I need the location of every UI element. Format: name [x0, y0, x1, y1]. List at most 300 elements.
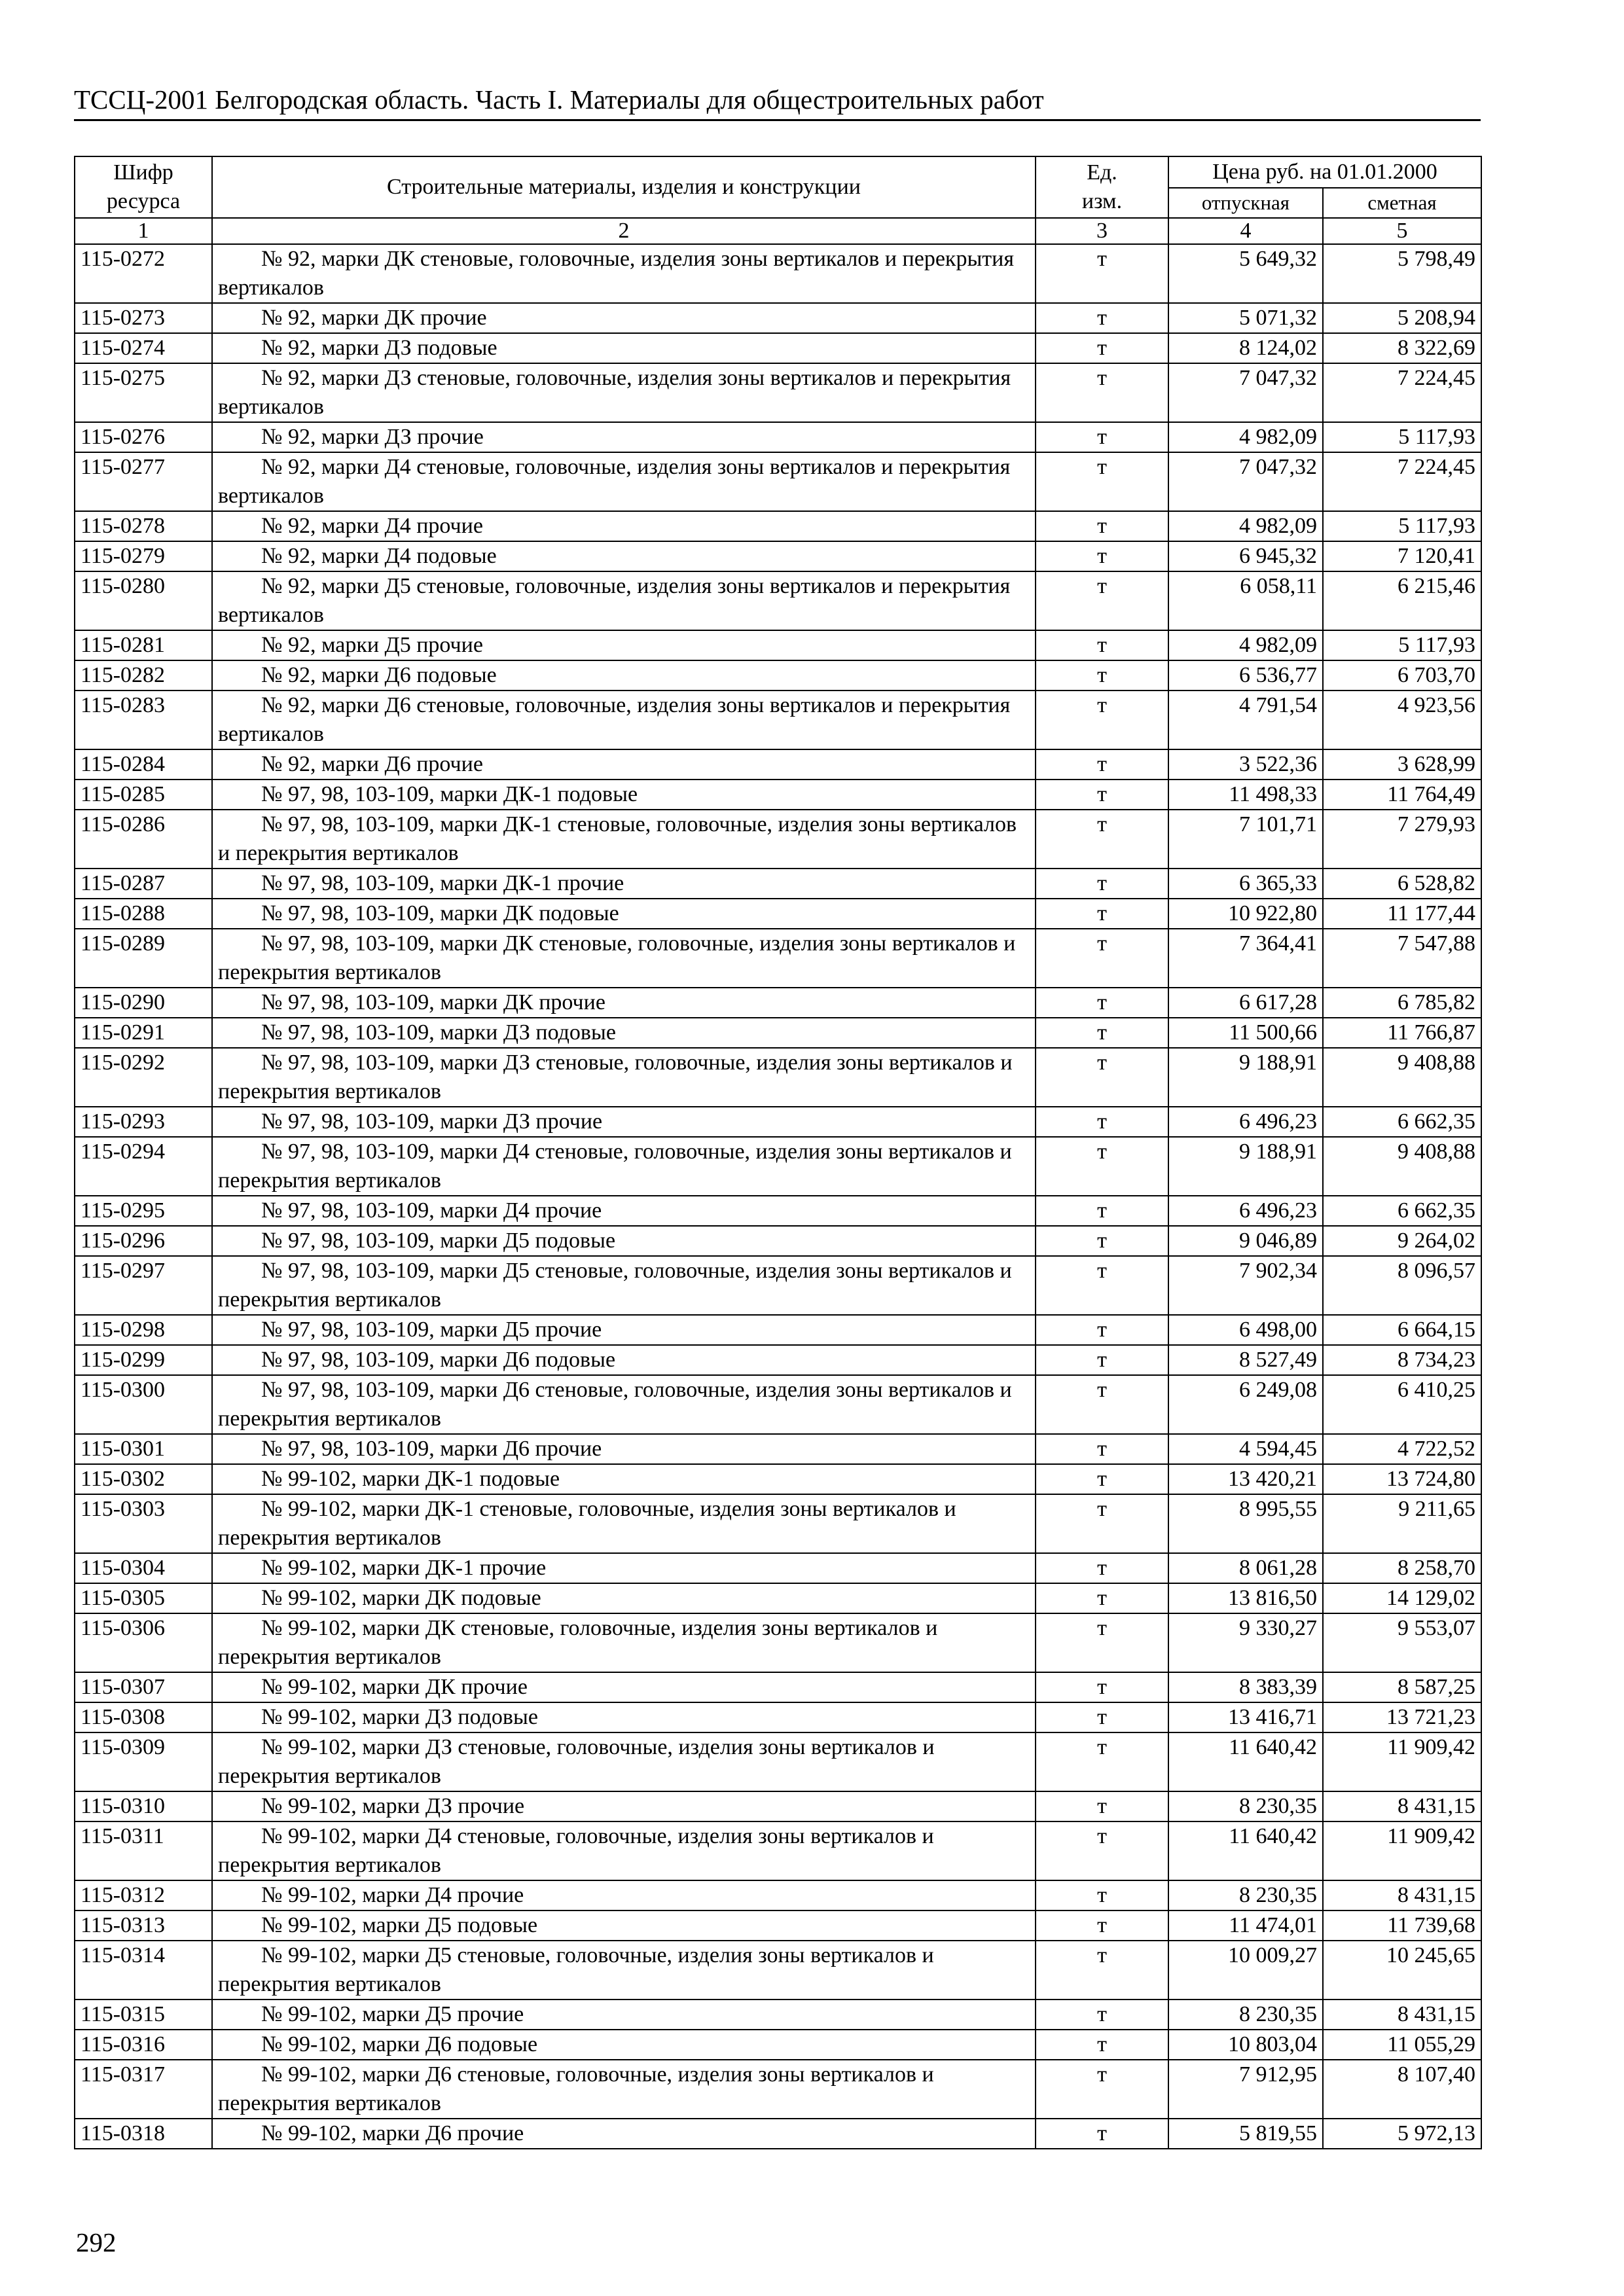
- resource-code-cell: 115-0318: [75, 2119, 212, 2149]
- release-price-cell: 4 594,45: [1168, 1434, 1323, 1464]
- material-name-cell: № 92, марки ДК стеновые, головочные, изделия зоны вертикалов и перекрытия вертикалов: [212, 244, 1036, 303]
- unit-cell: т: [1036, 1464, 1168, 1494]
- col-number: 2: [212, 218, 1036, 244]
- release-price-cell: 7 902,34: [1168, 1256, 1323, 1315]
- unit-cell: т: [1036, 571, 1168, 630]
- unit-cell: т: [1036, 1107, 1168, 1137]
- resource-code-cell: 115-0281: [75, 630, 212, 660]
- unit-cell: т: [1036, 1702, 1168, 1732]
- release-price-cell: 6 249,08: [1168, 1375, 1323, 1434]
- unit-cell: т: [1036, 1137, 1168, 1196]
- material-name-cell: № 92, марки ДЗ прочие: [212, 422, 1036, 452]
- unit-cell: т: [1036, 363, 1168, 422]
- material-name-cell: № 92, марки Д4 прочие: [212, 511, 1036, 541]
- price-table: [74, 156, 1482, 2149]
- material-name-cell: № 99-102, марки Д6 стеновые, головочные, изделия зоны вертикалов и перекрытия вертикалов: [212, 2060, 1036, 2119]
- release-price-cell: 8 230,35: [1168, 1880, 1323, 1910]
- table-row: [75, 1048, 1481, 1107]
- material-name-cell: № 97, 98, 103-109, марки Д6 прочие: [212, 1434, 1036, 1464]
- estimate-price-cell: 11 177,44: [1323, 899, 1481, 929]
- material-name-cell: № 92, марки ДЗ подовые: [212, 333, 1036, 363]
- material-name-cell: № 97, 98, 103-109, марки Д6 подовые: [212, 1345, 1036, 1375]
- table-row: [75, 2030, 1481, 2060]
- material-name-cell: № 92, марки Д4 подовые: [212, 541, 1036, 571]
- material-name-cell: № 97, 98, 103-109, марки ДК стеновые, головочные, изделия зоны вертикалов и перекрытия вертикалов: [212, 929, 1036, 988]
- resource-code-cell: 115-0303: [75, 1494, 212, 1553]
- material-name-cell: № 92, марки ДЗ стеновые, головочные, изделия зоны вертикалов и перекрытия вертикалов: [212, 363, 1036, 422]
- estimate-price-cell: 7 224,45: [1323, 363, 1481, 422]
- unit-cell: т: [1036, 1345, 1168, 1375]
- resource-code-cell: 115-0277: [75, 452, 212, 511]
- estimate-price-cell: 8 431,15: [1323, 1880, 1481, 1910]
- material-name-cell: № 97, 98, 103-109, марки Д5 прочие: [212, 1315, 1036, 1345]
- resource-code-cell: 115-0297: [75, 1256, 212, 1315]
- release-price-cell: 11 500,66: [1168, 1018, 1323, 1048]
- unit-cell: т: [1036, 1732, 1168, 1791]
- table-row: [75, 780, 1481, 810]
- table-row: [75, 1018, 1481, 1048]
- table-row: [75, 1791, 1481, 1821]
- material-name-cell: № 99-102, марки ДК прочие: [212, 1672, 1036, 1702]
- table-row: [75, 660, 1481, 691]
- material-name-cell: № 92, марки Д6 стеновые, головочные, изделия зоны вертикалов и перекрытия вертикалов: [212, 691, 1036, 749]
- release-price-cell: 6 496,23: [1168, 1107, 1323, 1137]
- release-price-cell: 8 124,02: [1168, 333, 1323, 363]
- estimate-price-cell: 9 553,07: [1323, 1613, 1481, 1672]
- estimate-price-cell: 6 664,15: [1323, 1315, 1481, 1345]
- resource-code-cell: 115-0296: [75, 1226, 212, 1256]
- resource-code-cell: 115-0292: [75, 1048, 212, 1107]
- table-row: [75, 541, 1481, 571]
- unit-cell: т: [1036, 929, 1168, 988]
- material-name-cell: № 99-102, марки Д6 прочие: [212, 2119, 1036, 2149]
- resource-code-cell: 115-0286: [75, 810, 212, 869]
- table-row: [75, 1910, 1481, 1941]
- estimate-price-cell: 10 245,65: [1323, 1941, 1481, 2000]
- release-price-cell: 7 047,32: [1168, 452, 1323, 511]
- material-name-cell: № 97, 98, 103-109, марки Д6 стеновые, головочные, изделия зоны вертикалов и перекрытия вертикалов: [212, 1375, 1036, 1434]
- release-price-cell: 7 047,32: [1168, 363, 1323, 422]
- resource-code-cell: 115-0290: [75, 988, 212, 1018]
- estimate-price-cell: 5 972,13: [1323, 2119, 1481, 2149]
- estimate-price-cell: 11 739,68: [1323, 1910, 1481, 1941]
- resource-code-cell: 115-0289: [75, 929, 212, 988]
- table-row: [75, 422, 1481, 452]
- release-price-cell: 8 995,55: [1168, 1494, 1323, 1553]
- table-row: [75, 1464, 1481, 1494]
- col-code-header: Шифр ресурса: [75, 156, 212, 218]
- resource-code-cell: 115-0293: [75, 1107, 212, 1137]
- resource-code-cell: 115-0300: [75, 1375, 212, 1434]
- col-number: 4: [1168, 218, 1323, 244]
- release-price-cell: 4 982,09: [1168, 511, 1323, 541]
- material-name-cell: № 99-102, марки Д4 стеновые, головочные, изделия зоны вертикалов и перекрытия вертикалов: [212, 1821, 1036, 1880]
- unit-cell: т: [1036, 660, 1168, 691]
- unit-cell: т: [1036, 244, 1168, 303]
- estimate-price-cell: 11 909,42: [1323, 1821, 1481, 1880]
- estimate-price-cell: 7 279,93: [1323, 810, 1481, 869]
- release-price-cell: 13 420,21: [1168, 1464, 1323, 1494]
- release-price-cell: 7 364,41: [1168, 929, 1323, 988]
- table-row: [75, 1256, 1481, 1315]
- resource-code-cell: 115-0309: [75, 1732, 212, 1791]
- unit-cell: т: [1036, 1018, 1168, 1048]
- material-name-cell: № 97, 98, 103-109, марки Д5 стеновые, головочные, изделия зоны вертикалов и перекрытия вертикалов: [212, 1256, 1036, 1315]
- material-name-cell: № 99-102, марки Д5 подовые: [212, 1910, 1036, 1941]
- estimate-price-cell: 9 264,02: [1323, 1226, 1481, 1256]
- material-name-cell: № 97, 98, 103-109, марки ДК-1 подовые: [212, 780, 1036, 810]
- estimate-price-cell: 8 734,23: [1323, 1345, 1481, 1375]
- release-price-cell: 6 536,77: [1168, 660, 1323, 691]
- material-name-cell: № 97, 98, 103-109, марки ДК подовые: [212, 899, 1036, 929]
- release-price-cell: 6 496,23: [1168, 1196, 1323, 1226]
- resource-code-cell: 115-0278: [75, 511, 212, 541]
- table-row: [75, 452, 1481, 511]
- table-row: [75, 1226, 1481, 1256]
- release-price-cell: 8 230,35: [1168, 2000, 1323, 2030]
- unit-cell: т: [1036, 1613, 1168, 1672]
- release-price-cell: 10 803,04: [1168, 2030, 1323, 2060]
- col-number: 5: [1323, 218, 1481, 244]
- material-name-cell: № 97, 98, 103-109, марки ДЗ стеновые, головочные, изделия зоны вертикалов и перекрытия вертикалов: [212, 1048, 1036, 1107]
- table-row: [75, 2060, 1481, 2119]
- unit-cell: т: [1036, 1048, 1168, 1107]
- unit-cell: т: [1036, 1672, 1168, 1702]
- estimate-price-cell: 6 662,35: [1323, 1107, 1481, 1137]
- table-row: [75, 2119, 1481, 2149]
- unit-cell: т: [1036, 422, 1168, 452]
- release-price-cell: 8 383,39: [1168, 1672, 1323, 1702]
- estimate-price-cell: 7 224,45: [1323, 452, 1481, 511]
- material-name-cell: № 99-102, марки ДЗ подовые: [212, 1702, 1036, 1732]
- estimate-price-cell: 6 785,82: [1323, 988, 1481, 1018]
- unit-cell: т: [1036, 511, 1168, 541]
- estimate-price-cell: 11 055,29: [1323, 2030, 1481, 2060]
- material-name-cell: № 92, марки Д4 стеновые, головочные, изделия зоны вертикалов и перекрытия вертикалов: [212, 452, 1036, 511]
- resource-code-cell: 115-0285: [75, 780, 212, 810]
- resource-code-cell: 115-0283: [75, 691, 212, 749]
- material-name-cell: № 99-102, марки ДК-1 стеновые, головочные, изделия зоны вертикалов и перекрытия вертикалов: [212, 1494, 1036, 1553]
- resource-code-cell: 115-0310: [75, 1791, 212, 1821]
- release-price-cell: 4 791,54: [1168, 691, 1323, 749]
- estimate-price-cell: 5 117,93: [1323, 422, 1481, 452]
- unit-cell: т: [1036, 1375, 1168, 1434]
- material-name-cell: № 97, 98, 103-109, марки Д4 стеновые, головочные, изделия зоны вертикалов и перекрытия вертикалов: [212, 1137, 1036, 1196]
- table-row: [75, 1880, 1481, 1910]
- table-row: [75, 1821, 1481, 1880]
- table-row: [75, 333, 1481, 363]
- unit-cell: т: [1036, 452, 1168, 511]
- estimate-price-cell: 5 117,93: [1323, 630, 1481, 660]
- release-price-cell: 6 058,11: [1168, 571, 1323, 630]
- material-name-cell: № 99-102, марки Д4 прочие: [212, 1880, 1036, 1910]
- release-price-cell: 11 474,01: [1168, 1910, 1323, 1941]
- material-name-cell: № 97, 98, 103-109, марки ДК прочие: [212, 988, 1036, 1018]
- material-name-cell: № 92, марки Д5 прочие: [212, 630, 1036, 660]
- release-price-cell: 5 071,32: [1168, 303, 1323, 333]
- estimate-price-cell: 8 431,15: [1323, 1791, 1481, 1821]
- material-name-cell: № 99-102, марки ДК стеновые, головочные, изделия зоны вертикалов и перекрытия вертикалов: [212, 1613, 1036, 1672]
- table-row: [75, 363, 1481, 422]
- material-name-cell: № 97, 98, 103-109, марки ДЗ подовые: [212, 1018, 1036, 1048]
- estimate-price-cell: 8 258,70: [1323, 1553, 1481, 1583]
- estimate-price-cell: 8 096,57: [1323, 1256, 1481, 1315]
- resource-code-cell: 115-0294: [75, 1137, 212, 1196]
- material-name-cell: № 97, 98, 103-109, марки Д4 прочие: [212, 1196, 1036, 1226]
- table-row: [75, 1702, 1481, 1732]
- table-row: [75, 1137, 1481, 1196]
- page-number: 292: [76, 2227, 117, 2257]
- unit-cell: т: [1036, 749, 1168, 780]
- material-name-cell: № 97, 98, 103-109, марки ДЗ прочие: [212, 1107, 1036, 1137]
- release-price-cell: 10 009,27: [1168, 1941, 1323, 2000]
- unit-cell: т: [1036, 780, 1168, 810]
- unit-cell: т: [1036, 2000, 1168, 2030]
- estimate-price-cell: 11 909,42: [1323, 1732, 1481, 1791]
- resource-code-cell: 115-0311: [75, 1821, 212, 1880]
- material-name-cell: № 97, 98, 103-109, марки ДК-1 стеновые, головочные, изделия зоны вертикалов и перекрытия вертикалов: [212, 810, 1036, 869]
- resource-code-cell: 115-0317: [75, 2060, 212, 2119]
- material-name-cell: № 92, марки ДК прочие: [212, 303, 1036, 333]
- estimate-price-cell: 4 923,56: [1323, 691, 1481, 749]
- estimate-price-cell: 8 587,25: [1323, 1672, 1481, 1702]
- unit-cell: т: [1036, 1315, 1168, 1345]
- table-row: [75, 244, 1481, 303]
- release-price-cell: 9 330,27: [1168, 1613, 1323, 1672]
- table-row: [75, 1732, 1481, 1791]
- resource-code-cell: 115-0282: [75, 660, 212, 691]
- resource-code-cell: 115-0308: [75, 1702, 212, 1732]
- resource-code-cell: 115-0274: [75, 333, 212, 363]
- estimate-price-cell: 13 721,23: [1323, 1702, 1481, 1732]
- estimate-price-cell: 5 208,94: [1323, 303, 1481, 333]
- material-name-cell: № 97, 98, 103-109, марки ДК-1 прочие: [212, 869, 1036, 899]
- resource-code-cell: 115-0301: [75, 1434, 212, 1464]
- release-price-cell: 13 416,71: [1168, 1702, 1323, 1732]
- release-price-cell: 4 982,09: [1168, 630, 1323, 660]
- table-row: [75, 511, 1481, 541]
- unit-cell: т: [1036, 1434, 1168, 1464]
- unit-cell: т: [1036, 1196, 1168, 1226]
- table-row: [75, 1196, 1481, 1226]
- estimate-price-cell: 4 722,52: [1323, 1434, 1481, 1464]
- material-name-cell: № 99-102, марки ДК подовые: [212, 1583, 1036, 1613]
- resource-code-cell: 115-0298: [75, 1315, 212, 1345]
- resource-code-cell: 115-0304: [75, 1553, 212, 1583]
- price-table-header: [75, 156, 1481, 244]
- table-row: [75, 1434, 1481, 1464]
- table-row: [75, 1613, 1481, 1672]
- resource-code-cell: 115-0314: [75, 1941, 212, 2000]
- unit-cell: т: [1036, 1880, 1168, 1910]
- unit-cell: т: [1036, 1256, 1168, 1315]
- release-price-cell: 5 649,32: [1168, 244, 1323, 303]
- estimate-price-cell: 8 431,15: [1323, 2000, 1481, 2030]
- unit-cell: т: [1036, 2119, 1168, 2149]
- unit-cell: т: [1036, 810, 1168, 869]
- resource-code-cell: 115-0312: [75, 1880, 212, 1910]
- release-price-cell: 9 046,89: [1168, 1226, 1323, 1256]
- unit-cell: т: [1036, 899, 1168, 929]
- material-name-cell: № 92, марки Д5 стеновые, головочные, изделия зоны вертикалов и перекрытия вертикалов: [212, 571, 1036, 630]
- estimate-price-cell: 5 798,49: [1323, 244, 1481, 303]
- release-price-cell: 11 640,42: [1168, 1732, 1323, 1791]
- unit-cell: т: [1036, 691, 1168, 749]
- release-price-cell: 10 922,80: [1168, 899, 1323, 929]
- estimate-price-cell: 9 211,65: [1323, 1494, 1481, 1553]
- resource-code-cell: 115-0307: [75, 1672, 212, 1702]
- table-row: [75, 1345, 1481, 1375]
- estimate-price-cell: 11 764,49: [1323, 780, 1481, 810]
- release-price-cell: 8 061,28: [1168, 1553, 1323, 1583]
- material-name-cell: № 99-102, марки ДЗ прочие: [212, 1791, 1036, 1821]
- release-price-cell: 11 498,33: [1168, 780, 1323, 810]
- resource-code-cell: 115-0315: [75, 2000, 212, 2030]
- table-row: [75, 749, 1481, 780]
- resource-code-cell: 115-0273: [75, 303, 212, 333]
- resource-code-cell: 115-0287: [75, 869, 212, 899]
- release-price-cell: 6 617,28: [1168, 988, 1323, 1018]
- resource-code-cell: 115-0295: [75, 1196, 212, 1226]
- table-row: [75, 1494, 1481, 1553]
- unit-cell: т: [1036, 1553, 1168, 1583]
- material-name-cell: № 92, марки Д6 прочие: [212, 749, 1036, 780]
- resource-code-cell: 115-0276: [75, 422, 212, 452]
- estimate-price-cell: 6 410,25: [1323, 1375, 1481, 1434]
- unit-cell: т: [1036, 630, 1168, 660]
- unit-cell: т: [1036, 1226, 1168, 1256]
- release-price-cell: 13 816,50: [1168, 1583, 1323, 1613]
- unit-cell: т: [1036, 2030, 1168, 2060]
- estimate-price-cell: 6 528,82: [1323, 869, 1481, 899]
- col-number: 3: [1036, 218, 1168, 244]
- material-name-cell: № 99-102, марки Д6 подовые: [212, 2030, 1036, 2060]
- col-estimate-header: сметная: [1323, 188, 1481, 218]
- table-row: [75, 1107, 1481, 1137]
- release-price-cell: 9 188,91: [1168, 1137, 1323, 1196]
- column-number-row: [75, 218, 1481, 244]
- estimate-price-cell: 8 322,69: [1323, 333, 1481, 363]
- price-table-body: [75, 244, 1481, 2149]
- material-name-cell: № 99-102, марки Д5 стеновые, головочные, изделия зоны вертикалов и перекрытия вертикалов: [212, 1941, 1036, 2000]
- unit-cell: т: [1036, 541, 1168, 571]
- col-number: 1: [75, 218, 212, 244]
- resource-code-cell: 115-0316: [75, 2030, 212, 2060]
- estimate-price-cell: 6 662,35: [1323, 1196, 1481, 1226]
- table-row: [75, 1672, 1481, 1702]
- estimate-price-cell: 13 724,80: [1323, 1464, 1481, 1494]
- release-price-cell: 6 945,32: [1168, 541, 1323, 571]
- resource-code-cell: 115-0291: [75, 1018, 212, 1048]
- table-row: [75, 899, 1481, 929]
- resource-code-cell: 115-0284: [75, 749, 212, 780]
- release-price-cell: 4 982,09: [1168, 422, 1323, 452]
- resource-code-cell: 115-0279: [75, 541, 212, 571]
- resource-code-cell: 115-0306: [75, 1613, 212, 1672]
- material-name-cell: № 99-102, марки Д5 прочие: [212, 2000, 1036, 2030]
- estimate-price-cell: 9 408,88: [1323, 1048, 1481, 1107]
- table-row: [75, 1941, 1481, 2000]
- header-divider: [74, 119, 1481, 121]
- table-row: [75, 1553, 1481, 1583]
- release-price-cell: 7 101,71: [1168, 810, 1323, 869]
- page-header-title: ТССЦ-2001 Белгородская область. Часть I. Материалы для общестроительных работ: [74, 84, 1044, 115]
- unit-cell: т: [1036, 1941, 1168, 2000]
- unit-cell: т: [1036, 1821, 1168, 1880]
- table-row: [75, 691, 1481, 749]
- unit-cell: т: [1036, 869, 1168, 899]
- material-name-cell: № 99-102, марки ДЗ стеновые, головочные, изделия зоны вертикалов и перекрытия вертикалов: [212, 1732, 1036, 1791]
- material-name-cell: № 99-102, марки ДК-1 прочие: [212, 1553, 1036, 1583]
- release-price-cell: 9 188,91: [1168, 1048, 1323, 1107]
- unit-cell: т: [1036, 303, 1168, 333]
- table-row: [75, 810, 1481, 869]
- resource-code-cell: 115-0275: [75, 363, 212, 422]
- release-price-cell: 11 640,42: [1168, 1821, 1323, 1880]
- estimate-price-cell: 3 628,99: [1323, 749, 1481, 780]
- resource-code-cell: 115-0272: [75, 244, 212, 303]
- table-row: [75, 1315, 1481, 1345]
- unit-cell: т: [1036, 1583, 1168, 1613]
- estimate-price-cell: 5 117,93: [1323, 511, 1481, 541]
- table-row: [75, 630, 1481, 660]
- unit-cell: т: [1036, 1791, 1168, 1821]
- unit-cell: т: [1036, 988, 1168, 1018]
- col-price-header: Цена руб. на 01.01.2000: [1168, 156, 1481, 188]
- col-name-header: Строительные материалы, изделия и конструкции: [212, 156, 1036, 218]
- release-price-cell: 5 819,55: [1168, 2119, 1323, 2149]
- table-row: [75, 1375, 1481, 1434]
- estimate-price-cell: 11 766,87: [1323, 1018, 1481, 1048]
- unit-cell: т: [1036, 1494, 1168, 1553]
- unit-cell: т: [1036, 1910, 1168, 1941]
- table-row: [75, 303, 1481, 333]
- unit-cell: т: [1036, 2060, 1168, 2119]
- resource-code-cell: 115-0305: [75, 1583, 212, 1613]
- release-price-cell: 6 365,33: [1168, 869, 1323, 899]
- table-row: [75, 869, 1481, 899]
- table-row: [75, 2000, 1481, 2030]
- estimate-price-cell: 9 408,88: [1323, 1137, 1481, 1196]
- resource-code-cell: 115-0280: [75, 571, 212, 630]
- resource-code-cell: 115-0288: [75, 899, 212, 929]
- estimate-price-cell: 14 129,02: [1323, 1583, 1481, 1613]
- table-row: [75, 929, 1481, 988]
- estimate-price-cell: 6 703,70: [1323, 660, 1481, 691]
- release-price-cell: 7 912,95: [1168, 2060, 1323, 2119]
- table-row: [75, 1583, 1481, 1613]
- material-name-cell: № 92, марки Д6 подовые: [212, 660, 1036, 691]
- estimate-price-cell: 6 215,46: [1323, 571, 1481, 630]
- estimate-price-cell: 7 547,88: [1323, 929, 1481, 988]
- release-price-cell: 6 498,00: [1168, 1315, 1323, 1345]
- estimate-price-cell: 7 120,41: [1323, 541, 1481, 571]
- estimate-price-cell: 8 107,40: [1323, 2060, 1481, 2119]
- material-name-cell: № 99-102, марки ДК-1 подовые: [212, 1464, 1036, 1494]
- resource-code-cell: 115-0302: [75, 1464, 212, 1494]
- resource-code-cell: 115-0313: [75, 1910, 212, 1941]
- release-price-cell: 8 230,35: [1168, 1791, 1323, 1821]
- col-release-header: отпускная: [1168, 188, 1323, 218]
- release-price-cell: 3 522,36: [1168, 749, 1323, 780]
- resource-code-cell: 115-0299: [75, 1345, 212, 1375]
- col-unit-header: Ед. изм.: [1036, 156, 1168, 218]
- release-price-cell: 8 527,49: [1168, 1345, 1323, 1375]
- material-name-cell: № 97, 98, 103-109, марки Д5 подовые: [212, 1226, 1036, 1256]
- table-row: [75, 571, 1481, 630]
- unit-cell: т: [1036, 333, 1168, 363]
- table-row: [75, 988, 1481, 1018]
